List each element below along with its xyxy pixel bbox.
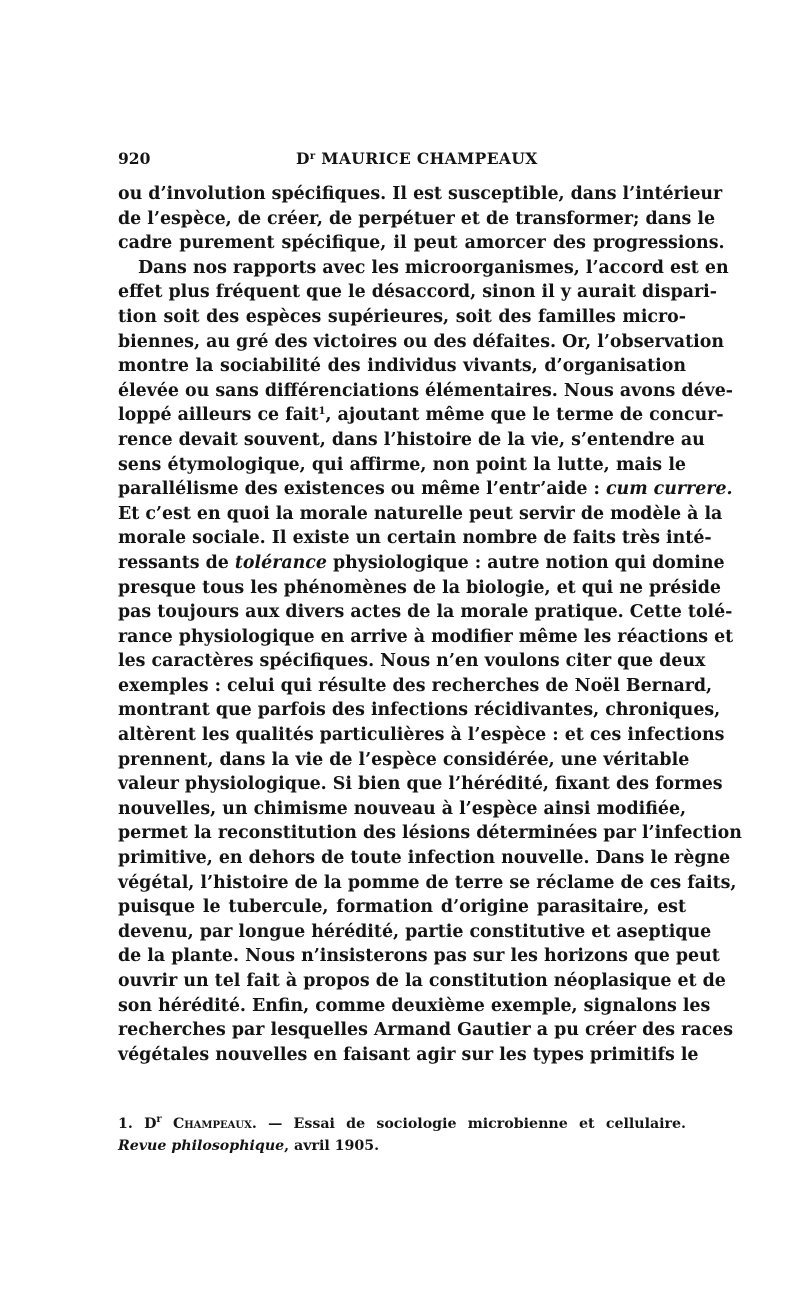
text-line: montre la sociabilité des individus vivants, d’organisation	[118, 356, 686, 377]
text-line	[118, 477, 733, 502]
text-line: sens étymologique, qui affirme, non point la lutte, mais le	[118, 454, 686, 475]
text-fragment: parallélisme des existences ou même l’entr’aide :	[118, 479, 606, 500]
italic-term: tolérance	[234, 552, 327, 573]
text-line: recherches par lesquelles Armand Gautier a pu créer des races	[118, 1020, 734, 1041]
text-line: les caractères spécifiques. Nous n’en voulons citer que deux	[118, 651, 706, 672]
text-fragment: physiologique : autre notion qui domine	[326, 552, 725, 573]
footnote-number: 1.	[118, 1116, 133, 1132]
running-title	[296, 149, 538, 168]
text-line: rance physiologique en arrive à modifier même les réactions et	[118, 626, 734, 647]
footnote	[118, 1113, 686, 1157]
text-line: montrant que parfois des infections récidivantes, chroniques,	[118, 700, 721, 721]
footnote-reference: 1	[318, 406, 326, 418]
running-title-rest: MAURICE CHAMPEAUX	[315, 149, 538, 168]
text-line: morale sociale. Il existe un certain nombre de faits très inté-	[118, 528, 712, 549]
running-title-sup: r	[309, 151, 316, 162]
footnote-author-sup: r	[156, 1114, 162, 1125]
text-line: permet la reconstitution des lésions déterminées par l’infection	[118, 823, 742, 844]
footnote-journal: Revue philosophique	[118, 1138, 285, 1154]
text-line	[118, 551, 725, 576]
footnote-author: Champeaux.	[172, 1116, 257, 1132]
text-line: ou d’involution spécifiques. Il est susceptible, dans l’intérieur	[118, 184, 723, 204]
text-line: effet plus fréquent que le désaccord, sinon il y aurait dispari-	[118, 282, 717, 303]
text-line: pas toujours aux divers actes de la morale pratique. Cette tolé-	[118, 602, 733, 623]
running-head	[118, 149, 678, 173]
footnote-date: , avril 1905.	[284, 1138, 380, 1154]
text-line: cadre purement spécifique, il peut amorcer des progressions.	[118, 233, 725, 254]
text-line: devenu, par longue hérédité, partie constitutive et aseptique	[118, 921, 712, 942]
footnote-line	[118, 1113, 686, 1135]
text-line: Dans nos rapports avec les microorganismes, l’accord est en	[138, 257, 729, 278]
text-fragment: , ajoutant même que le terme de concur-	[325, 405, 724, 426]
text-line: presque tous les phénomènes de la biologie, et qui ne préside	[118, 577, 721, 598]
footnote-work-title: — Essai de sociologie microbienne et cellulaire.	[256, 1116, 686, 1132]
text-line: rence devait souvent, dans l’histoire de la vie, s’entendre au	[118, 429, 705, 450]
footnote-line	[118, 1135, 686, 1157]
text-fragment: loppé ailleurs ce fait	[118, 405, 319, 426]
text-line: de l’espèce, de créer, de perpétuer et de transformer; dans le	[118, 208, 716, 229]
running-title-prefix: D	[296, 149, 310, 168]
text-line: puisque le tubercule, formation d’origine parasitaire, est	[118, 897, 686, 918]
text-line: biennes, au gré des victoires ou des défaites. Or, l’observation	[118, 331, 724, 352]
footnote-author-prefix: D	[144, 1116, 157, 1132]
text-line: primitive, en dehors de toute infection nouvelle. Dans le règne	[118, 848, 731, 869]
text-line-with-footnote-ref	[118, 403, 724, 428]
text-line: végétal, l’histoire de la pomme de terre se réclame de ces faits,	[118, 872, 737, 893]
text-line: végétales nouvelles en faisant agir sur les types primitifs le	[118, 1044, 699, 1065]
text-line: Et c’est en quoi la morale naturelle peut servir de modèle à la	[118, 503, 723, 524]
text-line: valeur physiologique. Si bien que l’hérédité, fixant des formes	[118, 774, 723, 795]
body-text	[118, 182, 742, 1067]
text-line: ouvrir un tel fait à propos de la constitution néoplasique et de	[118, 971, 726, 991]
text-line: son hérédité. Enfin, comme deuxième exemple, signalons les	[118, 995, 711, 1016]
text-line: prennent, dans la vie de l’espèce considérée, une véritable	[118, 749, 690, 770]
text-line: altèrent les qualités particulières à l’espèce : et ces infections	[118, 725, 725, 746]
italic-latin-phrase: cum currere.	[605, 479, 733, 500]
text-line: nouvelles, un chimisme nouveau à l’espèce ainsi modifiée,	[118, 798, 687, 819]
text-line: de la plante. Nous n’insisterons pas sur les horizons que peut	[118, 946, 720, 967]
text-fragment: ressants de	[118, 552, 235, 573]
text-line: exemples : celui qui résulte des recherches de Noël Bernard,	[118, 675, 713, 696]
text-line: élevée ou sans différenciations élémentaires. Nous avons déve-	[118, 380, 733, 401]
text-line: tion soit des espèces supérieures, soit des familles micro-	[118, 306, 686, 327]
page-number: 920	[118, 149, 151, 168]
